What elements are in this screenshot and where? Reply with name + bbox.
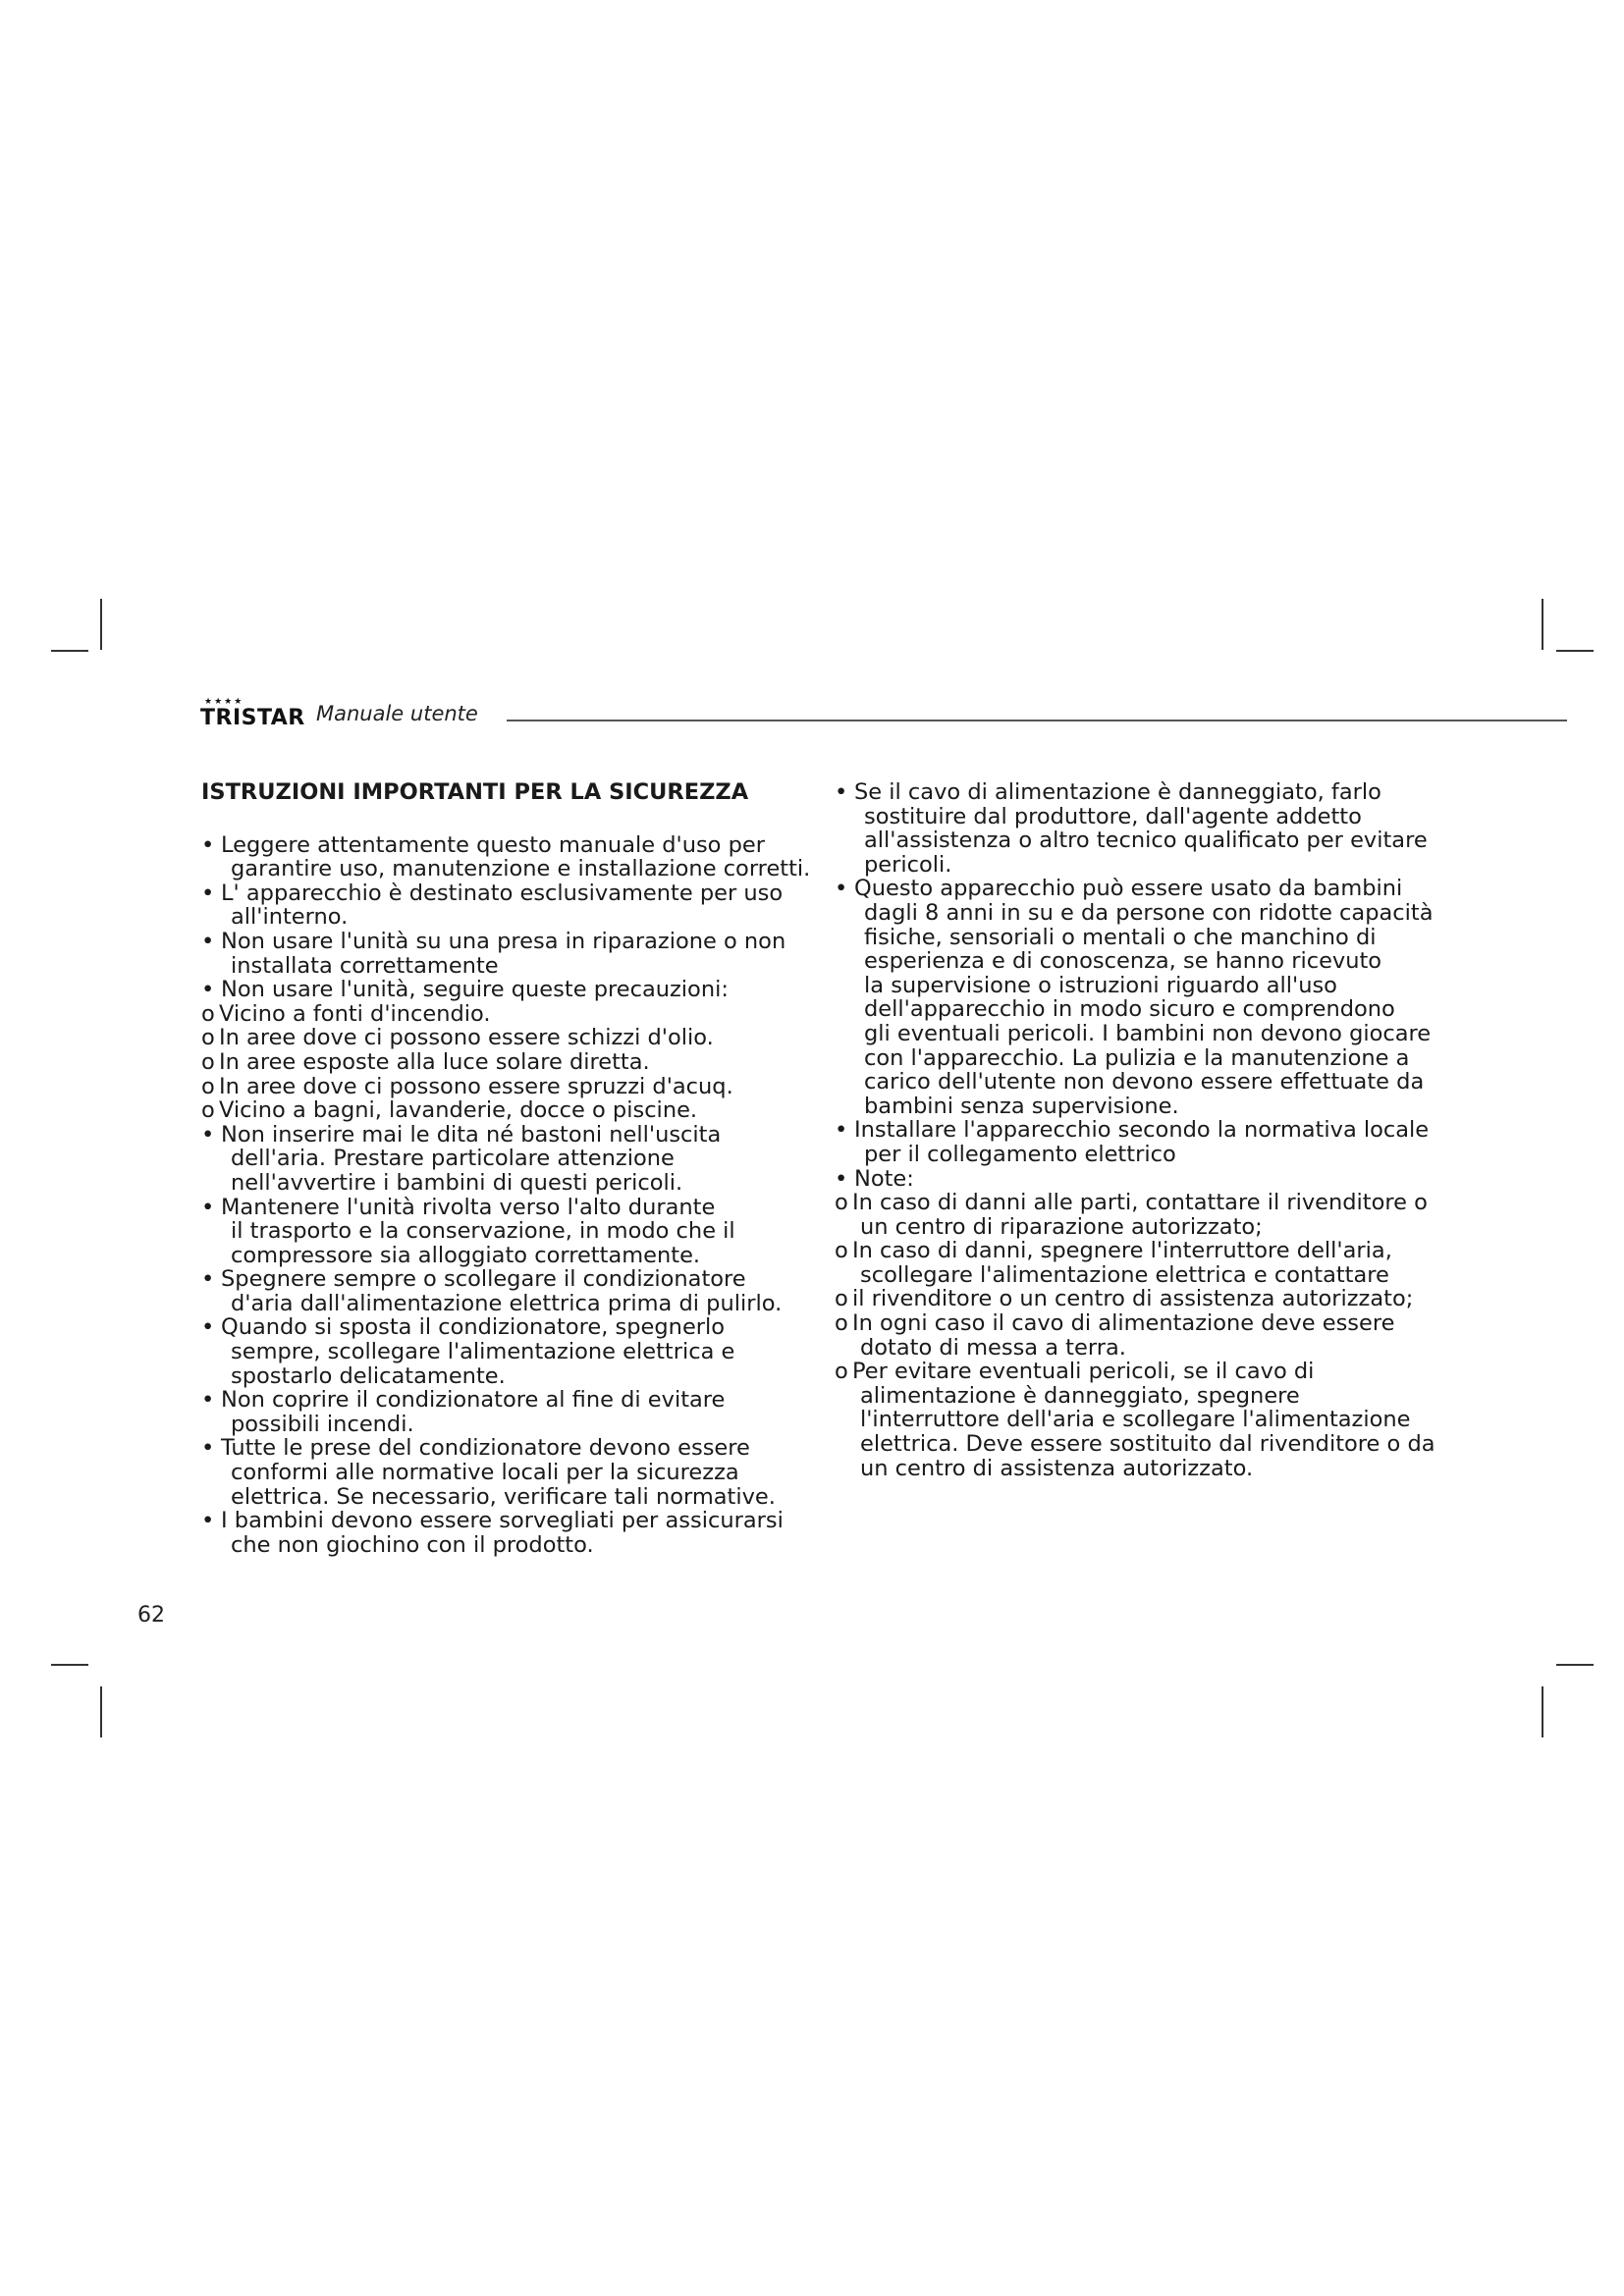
circle-marker: o (835, 1238, 848, 1264)
bullet-item (201, 833, 830, 881)
crop-mark-top-right-v (1542, 599, 1543, 650)
item-text-line: Mantenere l'unità rivolta verso l'alto durante (221, 1194, 716, 1220)
item-text-line: I bambini devono essere sorvegliati per assicurarsi (221, 1508, 784, 1534)
header-rule (507, 720, 1567, 721)
sub-item (201, 1098, 830, 1123)
bullet-icon: • (835, 876, 848, 902)
item-text-line: L' apparecchio è destinato esclusivamente per uso (221, 880, 784, 906)
item-text-line: all'assistenza o altro tecnico qualificato per evitare (864, 828, 1428, 854)
circle-marker: o (835, 1359, 848, 1385)
circle-marker: o (835, 1286, 848, 1312)
crop-mark-bottom-right-v (1542, 1686, 1543, 1737)
sub-item (835, 1360, 1434, 1480)
bullet-item (201, 881, 830, 930)
item-text-line: un centro di riparazione autorizzato; (860, 1213, 1263, 1240)
item-text-line: Installare l'apparecchio secondo la normativa locale (854, 1117, 1430, 1144)
circle-marker: o (201, 1048, 215, 1075)
item-text-line: Se il cavo di alimentazione è danneggiato, farlo (854, 779, 1381, 805)
item-text-line: la supervisione o istruzioni riguardo all'uso (864, 972, 1337, 998)
bullet-item (201, 1436, 830, 1509)
item-text-line: bambini senza supervisione. (864, 1093, 1179, 1119)
item-text-line: installata correttamente (231, 952, 499, 979)
item-text-line: Note: (854, 1165, 914, 1192)
bullet-item (201, 1315, 830, 1388)
item-text-line: In ogni caso il cavo di alimentazione deve essere (852, 1310, 1395, 1337)
item-text-line: scollegare l'alimentazione elettrica e contattare (860, 1261, 1389, 1288)
sub-item (201, 1050, 830, 1075)
bullet-icon: • (201, 831, 215, 858)
item-text-line: compressore sia alloggiato correttamente. (231, 1242, 701, 1268)
item-text-line: elettrica. Se necessario, verificare tali normative. (231, 1483, 776, 1510)
crop-mark-top-left-h (51, 650, 88, 652)
item-text-line: il trasporto e la conservazione, in modo che il (231, 1218, 735, 1245)
bullet-icon: • (201, 1435, 215, 1462)
bullet-icon: • (201, 1387, 215, 1414)
sub-item (201, 1002, 830, 1027)
item-text-line: esperienza e di conoscenza, se hanno ricevuto (864, 948, 1382, 975)
item-text-line: per il collegamento elettrico (864, 1141, 1176, 1167)
item-text-line: conformi alle normative locali per la sicurezza (231, 1460, 739, 1486)
item-text-line: nell'avvertire i bambini di questi pericoli. (231, 1169, 683, 1196)
item-text-line: In aree esposte alla luce solare diretta. (219, 1048, 650, 1075)
item-text-line: con l'apparecchio. La pulizia e la manutenzione a (864, 1044, 1410, 1071)
logo-text: TRISTAR (200, 706, 305, 730)
bullet-item (201, 978, 830, 1002)
sub-item (201, 1075, 830, 1099)
item-text-line: Vicino a fonti d'incendio. (219, 1000, 491, 1027)
page-number: 62 (137, 1603, 165, 1628)
bullet-item (201, 1388, 830, 1436)
item-text-line: dell'aria. Prestare particolare attenzione (231, 1146, 675, 1172)
left-column (201, 780, 830, 1557)
crop-mark-top-left-v (100, 599, 102, 650)
bullet-item (201, 1267, 830, 1315)
item-text-line: Leggere attentamente questo manuale d'uso per (221, 831, 765, 858)
left-item-list (201, 833, 830, 1558)
header-subtitle: Manuale utente (316, 702, 478, 725)
bullet-item (835, 780, 1434, 877)
item-text-line: pericoli. (864, 851, 952, 878)
item-text-line: In caso di danni alle parti, contattare il rivenditore o (852, 1190, 1428, 1216)
bullet-icon: • (201, 928, 215, 954)
bullet-item (201, 1123, 830, 1196)
bullet-icon: • (835, 779, 848, 805)
bullet-icon: • (835, 1117, 848, 1144)
right-column (835, 780, 1434, 1480)
crop-mark-bottom-left-h (51, 1664, 88, 1666)
circle-marker: o (835, 1310, 848, 1337)
item-text-line: il rivenditore o un centro di assistenza autorizzato; (852, 1286, 1414, 1312)
page-header (200, 693, 1567, 732)
section-title: ISTRUZIONI IMPORTANTI PER LA SICUREZZA (201, 779, 749, 805)
circle-marker: o (835, 1190, 848, 1216)
item-text-line: Quando si sposta il condizionatore, spegnerlo (221, 1314, 726, 1341)
item-text-line: sempre, scollegare l'alimentazione elettrica e (231, 1339, 735, 1365)
logo-stars-icon: ★★★★ (204, 697, 244, 707)
item-text-line: In aree dove ci possono essere schizzi d'olio. (219, 1025, 714, 1051)
circle-marker: o (201, 1073, 215, 1099)
item-text-line: dell'apparecchio in modo sicuro e comprendono (864, 996, 1395, 1023)
circle-marker: o (201, 1000, 215, 1027)
item-text-line: Questo apparecchio può essere usato da bambini (854, 876, 1403, 902)
item-text-line: Non usare l'unità su una presa in riparazione o non (221, 928, 786, 954)
item-text-line: garantire uso, manutenzione e installazione corretti. (231, 856, 811, 882)
bullet-item (201, 930, 830, 978)
bullet-icon: • (201, 1266, 215, 1293)
bullet-item (835, 1118, 1434, 1166)
item-text-line: Tutte le prese del condizionatore devono essere (221, 1435, 750, 1462)
circle-marker: o (201, 1097, 215, 1124)
sub-item (835, 1191, 1434, 1239)
item-text-line: Per evitare eventuali pericoli, se il cavo di (852, 1359, 1315, 1385)
circle-marker: o (201, 1025, 215, 1051)
item-text-line: fisiche, sensoriali o mentali o che manchino di (864, 924, 1377, 950)
item-text-line: dagli 8 anni in su e da persone con ridotte capacità (864, 899, 1434, 926)
item-text-line: spostarlo delicatamente. (231, 1362, 506, 1389)
tristar-logo (200, 697, 306, 732)
sub-item (835, 1311, 1434, 1360)
sub-item (835, 1287, 1434, 1311)
item-text-line: elettrica. Deve essere sostituito dal rivenditore o da (860, 1431, 1435, 1458)
crop-mark-top-right-h (1556, 650, 1594, 652)
bullet-icon: • (835, 1165, 848, 1192)
item-text-line: alimentazione è danneggiato, spegnere (860, 1382, 1300, 1409)
bullet-icon: • (201, 1194, 215, 1220)
item-text-line: un centro di assistenza autorizzato. (860, 1455, 1254, 1481)
bullet-item (835, 1167, 1434, 1192)
item-text-line: Non inserire mai le dita né bastoni nell'uscita (221, 1121, 722, 1148)
item-text-line: Non coprire il condizionatore al fine di evitare (221, 1387, 726, 1414)
bullet-item (201, 1509, 830, 1557)
bullet-item (835, 877, 1434, 1118)
item-text-line: Non usare l'unità, seguire queste precauzioni: (221, 977, 729, 1003)
item-text-line: gli eventuali pericoli. I bambini non devono giocare (864, 1020, 1432, 1046)
item-text-line: che non giochino con il prodotto. (231, 1531, 594, 1558)
item-text-line: In aree dove ci possono essere spruzzi d'acuq. (219, 1073, 733, 1099)
right-item-list (835, 780, 1434, 1480)
bullet-icon: • (201, 977, 215, 1003)
crop-mark-bottom-right-h (1556, 1664, 1594, 1666)
bullet-icon: • (201, 1121, 215, 1148)
bullet-icon: • (201, 880, 215, 906)
item-text-line: Vicino a bagni, lavanderie, docce o piscine. (219, 1097, 698, 1124)
sub-item (201, 1026, 830, 1050)
item-text-line: sostituire dal produttore, dall'agente addetto (864, 803, 1362, 829)
bullet-icon: • (201, 1508, 215, 1534)
item-text-line: carico dell'utente non devono essere effettuate da (864, 1069, 1425, 1095)
item-text-line: d'aria dall'alimentazione elettrica prima di pulirlo. (231, 1290, 783, 1316)
bullet-icon: • (201, 1314, 215, 1341)
item-text-line: l'interruttore dell'aria e scollegare l'alimentazione (860, 1407, 1411, 1433)
item-text-line: In caso di danni, spegnere l'interruttore dell'aria, (852, 1238, 1392, 1264)
sub-item (835, 1239, 1434, 1287)
item-text-line: possibili incendi. (231, 1411, 414, 1437)
item-text-line: dotato di messa a terra. (860, 1334, 1126, 1361)
item-text-line: Spegnere sempre o scollegare il condizionatore (221, 1266, 746, 1293)
crop-mark-bottom-left-v (100, 1686, 102, 1737)
item-text-line: all'interno. (231, 904, 349, 931)
bullet-item (201, 1196, 830, 1268)
